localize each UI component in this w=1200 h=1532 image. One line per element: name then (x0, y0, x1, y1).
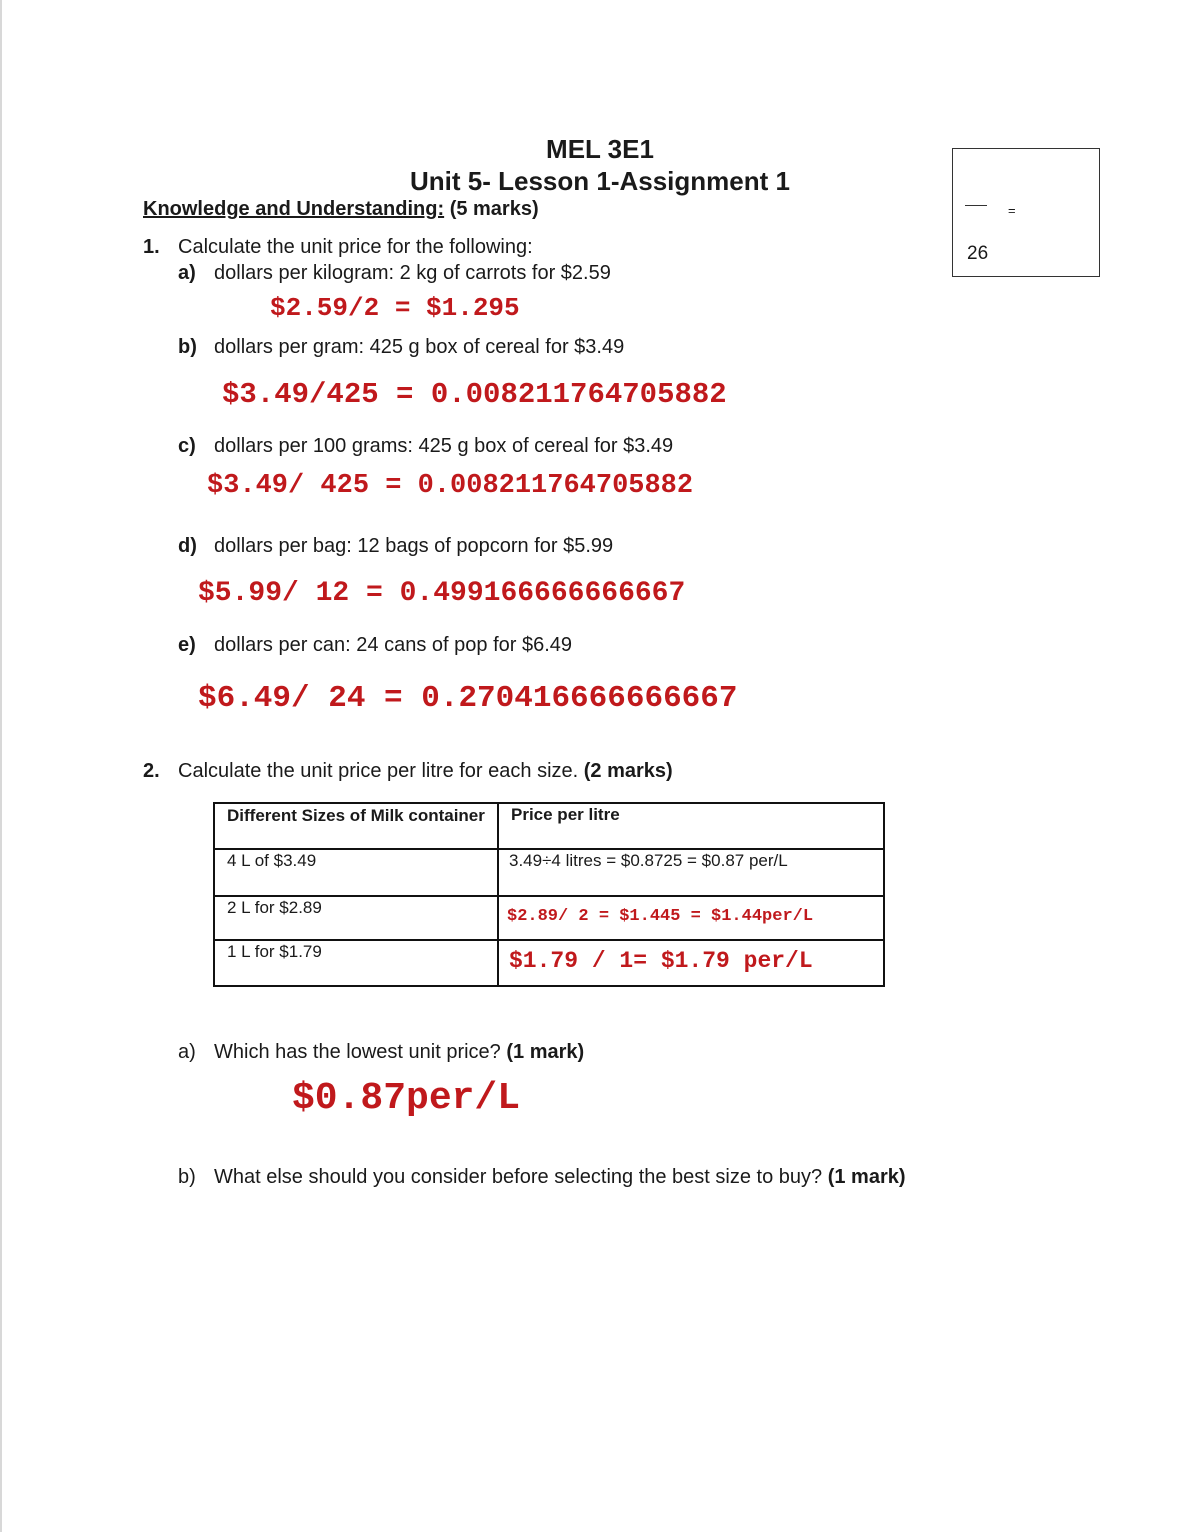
table-cell-price: 3.49÷4 litres = $0.8725 = $0.87 per/L (498, 849, 884, 896)
q1b-answer: $3.49/425 = 0.008211764705882 (222, 378, 727, 411)
q1d-label: d) (178, 535, 197, 557)
page-edge (0, 0, 2, 1532)
table-row (214, 849, 884, 896)
section-marks: (5 marks) (449, 198, 539, 220)
table-header-price: Price per litre (498, 803, 884, 849)
table-cell-size: 4 L of $3.49 (214, 849, 498, 896)
q1c-label: c) (178, 435, 196, 457)
q1e-label: e) (178, 634, 196, 656)
score-blank (965, 205, 987, 206)
page-title: Unit 5- Lesson 1-Assignment 1 (410, 166, 790, 196)
q1b-label: b) (178, 336, 197, 358)
q1a-label: a) (178, 262, 196, 284)
q2b-line (214, 1166, 906, 1189)
score-equals: = (1008, 203, 1016, 218)
q1c-text: dollars per 100 grams: 425 g box of cereal for $3.49 (214, 435, 674, 457)
q2a-answer: $0.87per/L (292, 1077, 521, 1120)
milk-price-table (213, 802, 885, 987)
q2b-marks: (1 mark) (827, 1166, 906, 1188)
table-row (214, 896, 884, 940)
q1-prompt: Calculate the unit price for the following: (178, 236, 533, 258)
table-cell-price-answer: $2.89/ 2 = $1.445 = $1.44per/L (498, 896, 884, 940)
q1e-answer: $6.49/ 24 = 0.270416666666667 (198, 681, 738, 716)
table-header-row (214, 803, 884, 849)
q2-number: 2. (143, 760, 160, 782)
q2a-label: a) (178, 1041, 196, 1063)
section-heading (143, 198, 539, 221)
table-row (214, 940, 884, 986)
q1-number: 1. (143, 236, 160, 258)
q1a-answer: $2.59/2 = $1.295 (270, 293, 520, 323)
q1e-text: dollars per can: 24 cans of pop for $6.49 (214, 634, 573, 656)
table-header-size: Different Sizes of Milk container (214, 803, 498, 849)
section-heading-label: Knowledge and Understanding: (143, 198, 445, 220)
table-cell-size: 1 L for $1.79 (214, 940, 498, 986)
course-code: MEL 3E1 (546, 134, 654, 164)
table-cell-price-answer: $1.79 / 1= $1.79 per/L (498, 940, 884, 986)
q1d-answer: $5.99/ 12 = 0.499166666666667 (198, 578, 686, 609)
score-total: 26 (967, 243, 989, 264)
q2a-text: Which has the lowest unit price? (214, 1041, 501, 1063)
q2a-marks: (1 mark) (506, 1041, 585, 1063)
table-cell-size: 2 L for $2.89 (214, 896, 498, 940)
q2-prompt: Calculate the unit price per litre for each size. (178, 760, 579, 782)
score-box (952, 148, 1100, 277)
q2a-line (214, 1041, 584, 1064)
q1d-text: dollars per bag: 12 bags of popcorn for $5.99 (214, 535, 614, 557)
q1c-answer: $3.49/ 425 = 0.008211764705882 (207, 471, 694, 501)
q2-prompt-line (178, 760, 673, 783)
q2b-label: b) (178, 1166, 196, 1188)
q1a-text: dollars per kilogram: 2 kg of carrots for $2.59 (214, 262, 611, 284)
q1b-text: dollars per gram: 425 g box of cereal for $3.49 (214, 336, 625, 358)
q2b-text: What else should you consider before selecting the best size to buy? (214, 1166, 823, 1188)
q2-marks: (2 marks) (583, 760, 673, 782)
